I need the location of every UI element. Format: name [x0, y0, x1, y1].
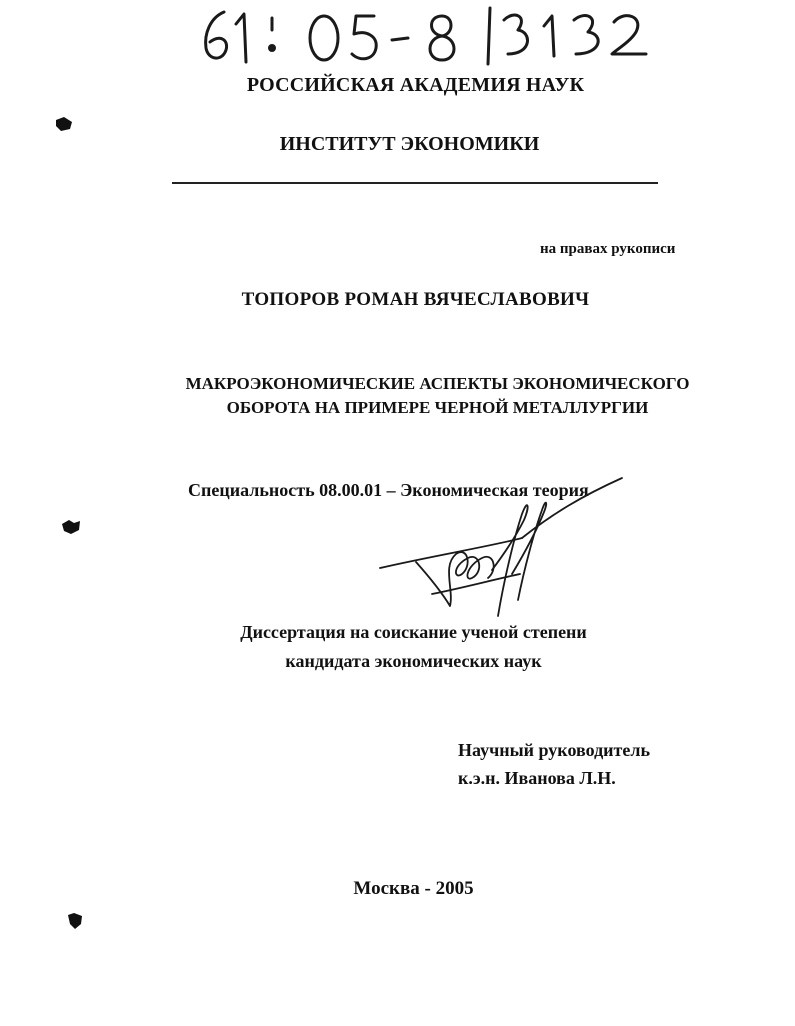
dissertation-line-1: Диссертация на соискание ученой степени — [240, 622, 587, 642]
handwritten-signature — [372, 470, 642, 620]
supervisor-role: Научный руководитель — [458, 740, 650, 760]
rights-note: на правах рукописи — [540, 241, 676, 257]
dissertation-line-2: кандидата экономических наук — [285, 651, 542, 671]
thesis-title-line-1: МАКРОЭКОНОМИЧЕСКИЕ АСПЕКТЫ ЭКОНОМИЧЕСКОГО — [185, 374, 690, 393]
punch-mark-icon — [54, 116, 74, 132]
author-name: ТОПОРОВ РОМАН ВЯЧЕСЛАВОВИЧ — [241, 289, 590, 310]
city-year: Москва - 2005 — [353, 878, 474, 899]
header-divider — [172, 182, 658, 184]
punch-mark-icon — [66, 912, 84, 930]
punch-mark-icon — [60, 518, 82, 536]
institute-name: ИНСТИТУТ ЭКОНОМИКИ — [279, 133, 540, 155]
academy-name: РОССИЙСКАЯ АКАДЕМИЯ НАУК — [246, 74, 585, 96]
supervisor-name: к.э.н. Иванова Л.Н. — [458, 768, 616, 788]
supervisor-block — [458, 736, 650, 792]
specialty: Специальность 08.00.01 – Экономическая теория — [188, 480, 589, 500]
handwritten-archive-number — [196, 4, 656, 66]
thesis-title-line-2: ОБОРОТА НА ПРИМЕРЕ ЧЕРНОЙ МЕТАЛЛУРГИИ — [226, 398, 649, 417]
